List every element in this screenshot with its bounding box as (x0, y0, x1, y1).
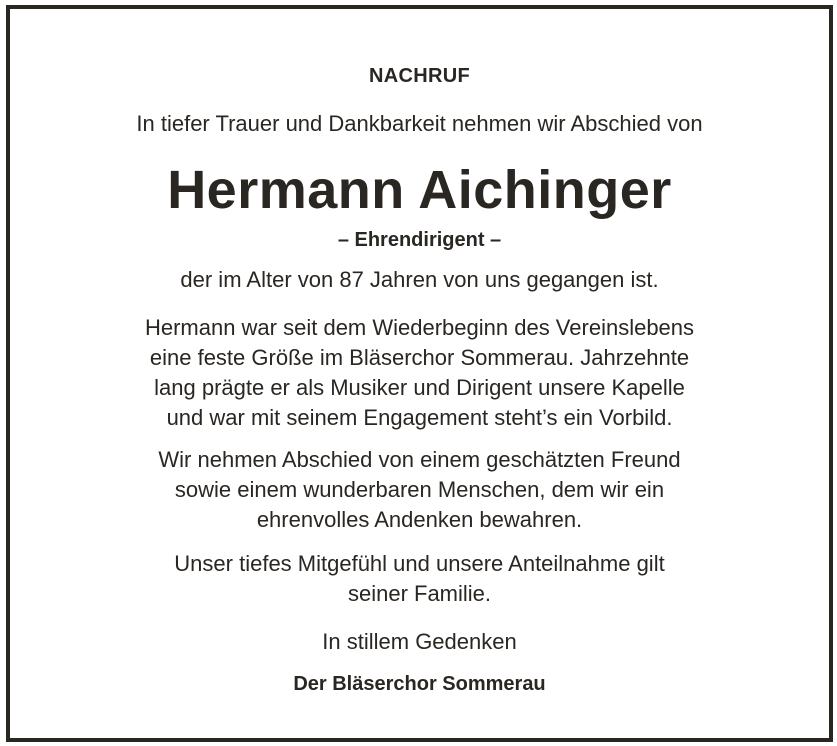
paragraph-line: lang prägte er als Musiker und Dirigent unsere Kapelle (154, 375, 685, 400)
paragraph-farewell (10, 445, 829, 535)
obituary-notice-frame (6, 5, 833, 742)
paragraph-line: sowie einem wunderbaren Menschen, dem wir ein (174, 477, 665, 502)
paragraph-tribute (10, 313, 829, 433)
notice-heading: NACHRUF (369, 65, 470, 87)
deceased-name: Hermann Aichinger (167, 160, 672, 220)
paragraph-condolence (10, 549, 829, 609)
paragraph-line: ehrenvolles Andenken bewahren. (256, 507, 583, 532)
paragraph-line: eine feste Größe im Bläserchor Sommerau. Jahrzehnte (149, 345, 690, 370)
deceased-title: – Ehrendirigent – (337, 229, 502, 251)
paragraph-age (10, 265, 829, 295)
paragraph-line: und war mit seinem Engagement steht’s ein Vorbild. (166, 405, 673, 430)
paragraph-line: Unser tiefes Mitgefühl und unsere Anteilnahme gilt (174, 551, 665, 576)
paragraph-line: seiner Familie. (347, 581, 492, 606)
paragraph-line: Wir nehmen Abschied von einem geschätzten Freund (158, 447, 681, 472)
closing-phrase: In stillem Gedenken (322, 629, 517, 654)
paragraph-line: Hermann war seit dem Wiederbeginn des Vereinslebens (144, 315, 695, 340)
signature: Der Bläserchor Sommerau (293, 673, 546, 695)
notice-intro: In tiefer Trauer und Dankbarkeit nehmen wir Abschied von (136, 111, 703, 136)
paragraph-line: der im Alter von 87 Jahren von uns gegangen ist. (180, 267, 659, 292)
